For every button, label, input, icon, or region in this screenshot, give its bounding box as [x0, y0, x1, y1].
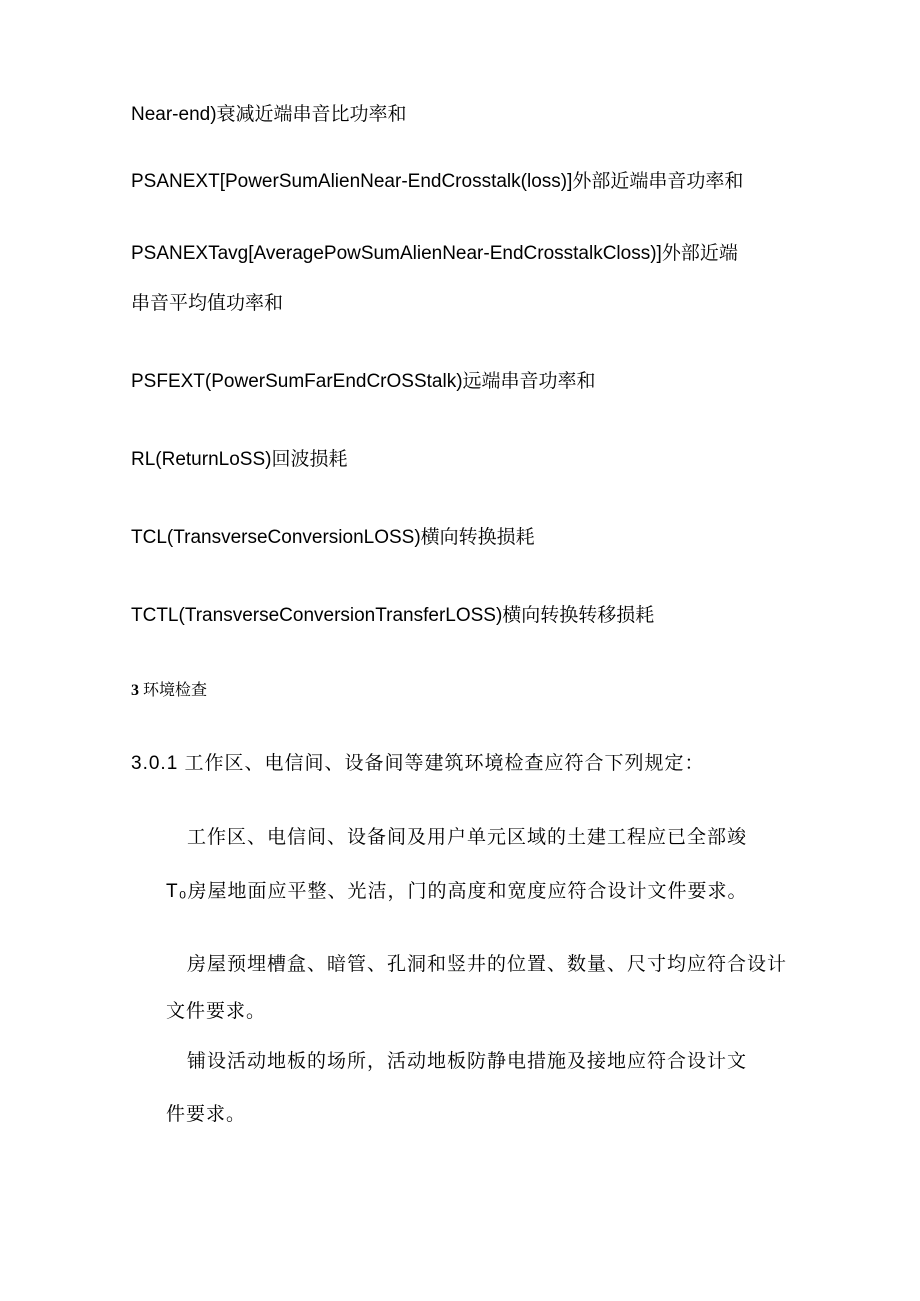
abbrev-tctl: TCTL(TransverseConversionTransferLOSS)横向转换转移损耗 — [131, 605, 655, 626]
item-1-line2: T₀房屋地面应平整、光洁，门的高度和宽度应符合设计文件要求。 — [166, 881, 748, 902]
abbrev-psfext: PSFEXT(PowerSumFarEndCrOSStalk)远端串音功率和 — [131, 371, 596, 392]
abbrev-psanextavg-line1: PSANEXTavg[AveragePowSumAlienNear-EndCrosstalkCloss)]外部近端 — [131, 243, 738, 264]
clause-3-0-1: 3.0.1 工作区、电信间、设备间等建筑环境检查应符合下列规定： — [131, 753, 705, 774]
section-number: 3 — [131, 682, 139, 699]
abbrev-rl: RL(ReturnLoSS)回波损耗 — [131, 449, 348, 470]
section-heading — [131, 680, 207, 702]
item-1-line1: 工作区、电信间、设备间及用户单元区域的土建工程应已全部竣 — [187, 827, 748, 848]
item-3-line1: 铺设活动地板的场所，活动地板防静电措施及接地应符合设计文 — [187, 1051, 748, 1072]
abbrev-tcl: TCL(TransverseConversionLOSS)横向转换损耗 — [131, 527, 535, 548]
item-2-line1: 房屋预埋槽盒、暗管、孔洞和竖井的位置、数量、尺寸均应符合设计 — [187, 954, 788, 975]
abbrev-psanext: PSANEXT[PowerSumAlienNear-EndCrosstalk(loss)]外部近端串音功率和 — [131, 171, 744, 192]
section-title: 环境检查 — [143, 682, 208, 699]
abbrev-near-end-tail: Near-end)衰减近端串音比功率和 — [131, 104, 407, 125]
item-2-line2: 文件要求。 — [166, 1001, 267, 1022]
abbrev-psanextavg-line2: 串音平均值功率和 — [131, 293, 284, 314]
item-3-line2: 件要求。 — [166, 1104, 247, 1125]
